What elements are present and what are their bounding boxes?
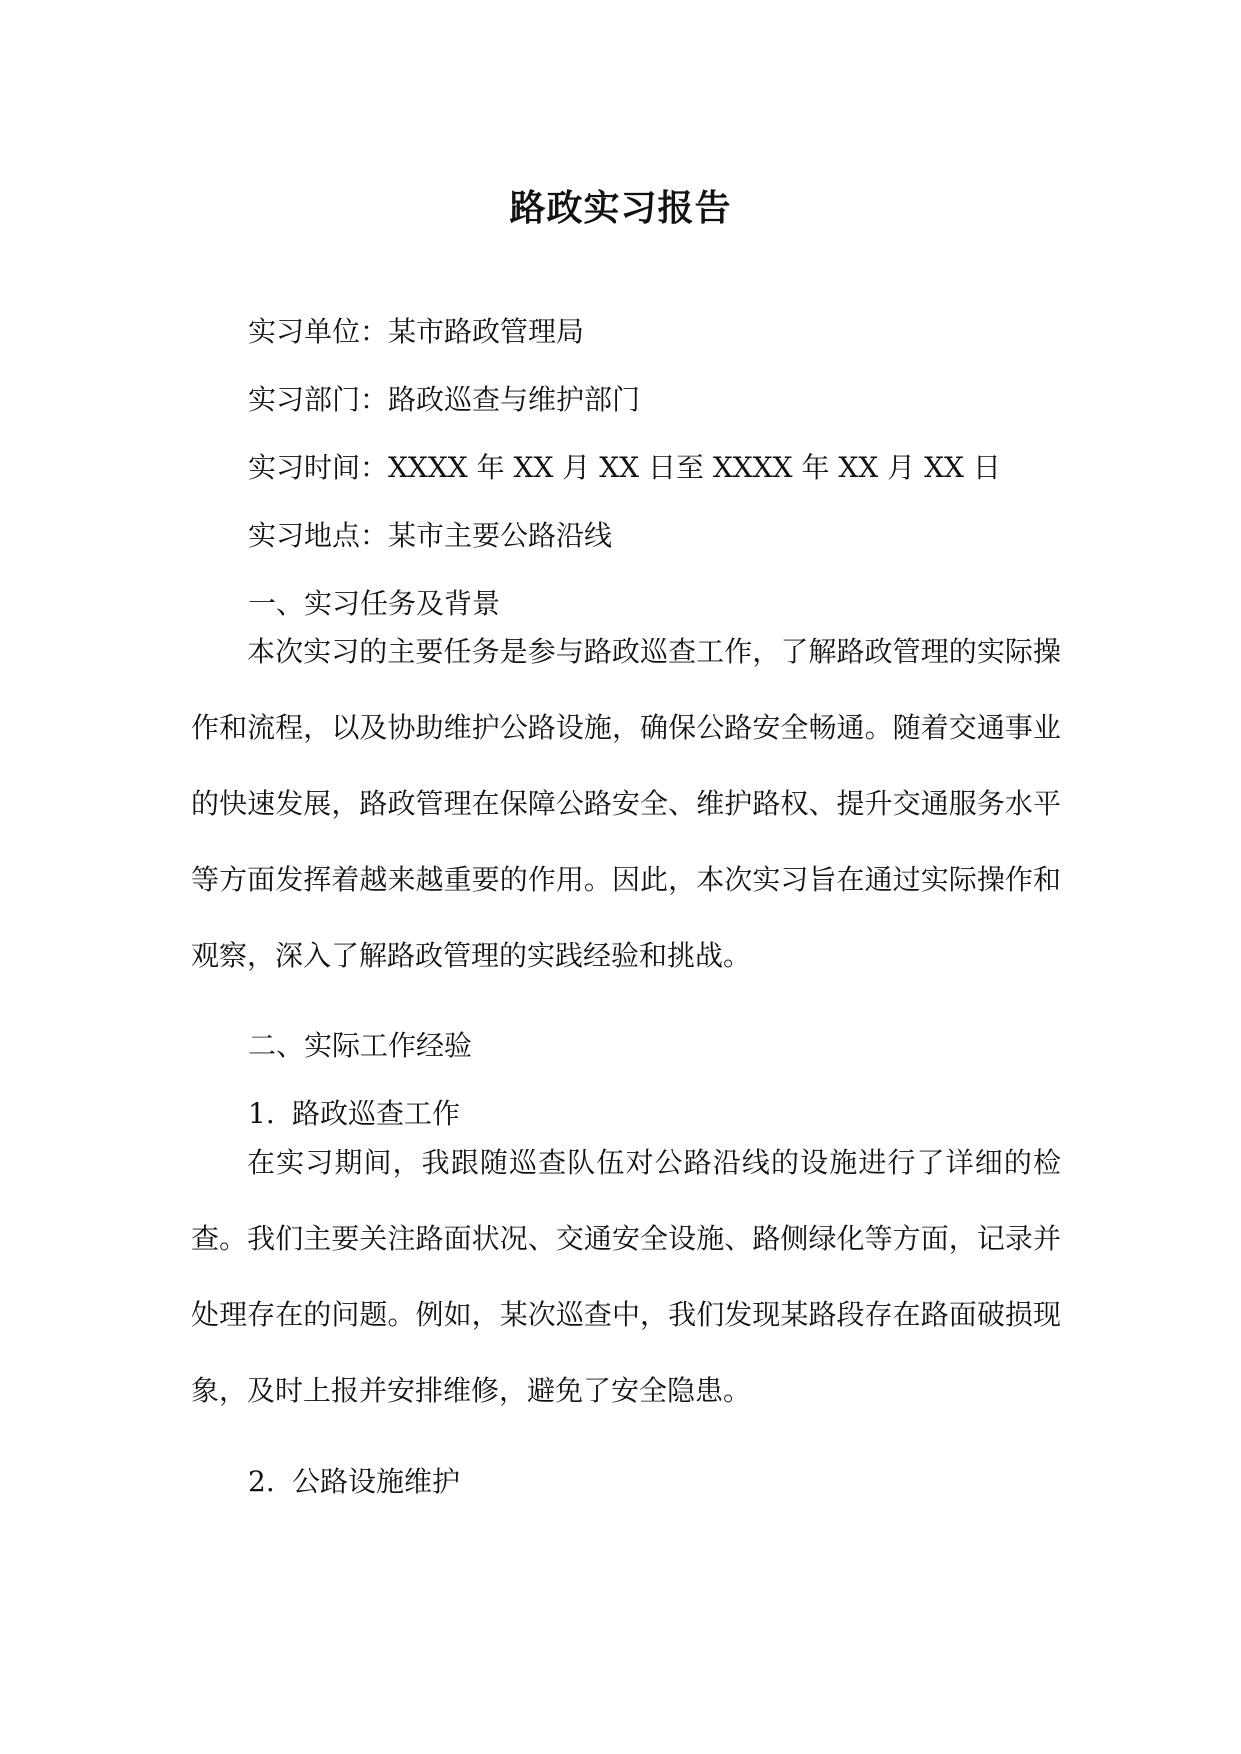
section-heading-2: 二、实际工作经验 <box>248 1029 473 1062</box>
internship-unit: 实习单位：某市路政管理局 <box>248 315 585 348</box>
document-title: 路政实习报告 <box>509 187 732 229</box>
internship-location: 实习地点：某市主要公路沿线 <box>248 519 613 552</box>
list-item-2-number: 2. <box>248 1465 275 1498</box>
section-1-paragraph: 本次实习的主要任务是参与路政巡查工作，了解路政管理的实际操作和流程，以及协助维护公路设施，确保公路安全畅通。随着交通事业的快速发展，路政管理在保障公路安全、维护路权、提升交通服务水平等方面发挥着越来越重要的作用。因此，本次实习旨在通过实际操作和观察，深入了解路政管理的实践经验和挑战。 <box>191 635 1061 972</box>
internship-department: 实习部门：路政巡查与维护部门 <box>248 383 641 416</box>
list-item-1-number: 1. <box>248 1097 275 1130</box>
section-heading-1: 一、实习任务及背景 <box>248 587 501 620</box>
list-item-2-label: 公路设施维护 <box>292 1465 461 1498</box>
internship-time: 实习时间：XXXX 年 XX 月 XX 日至 XXXX 年 XX 月 XX 日 <box>248 451 1001 484</box>
list-item-1-paragraph: 在实习期间，我跟随巡查队伍对公路沿线的设施进行了详细的检查。我们主要关注路面状况、交通安全设施、路侧绿化等方面，记录并处理存在的问题。例如，某次巡查中，我们发现某路段存在路面破损现象，及时上报并安排维修，避免了安全隐患。 <box>191 1146 1061 1407</box>
list-item-2 <box>248 1462 460 1502</box>
list-item-1-label: 路政巡查工作 <box>292 1097 461 1130</box>
